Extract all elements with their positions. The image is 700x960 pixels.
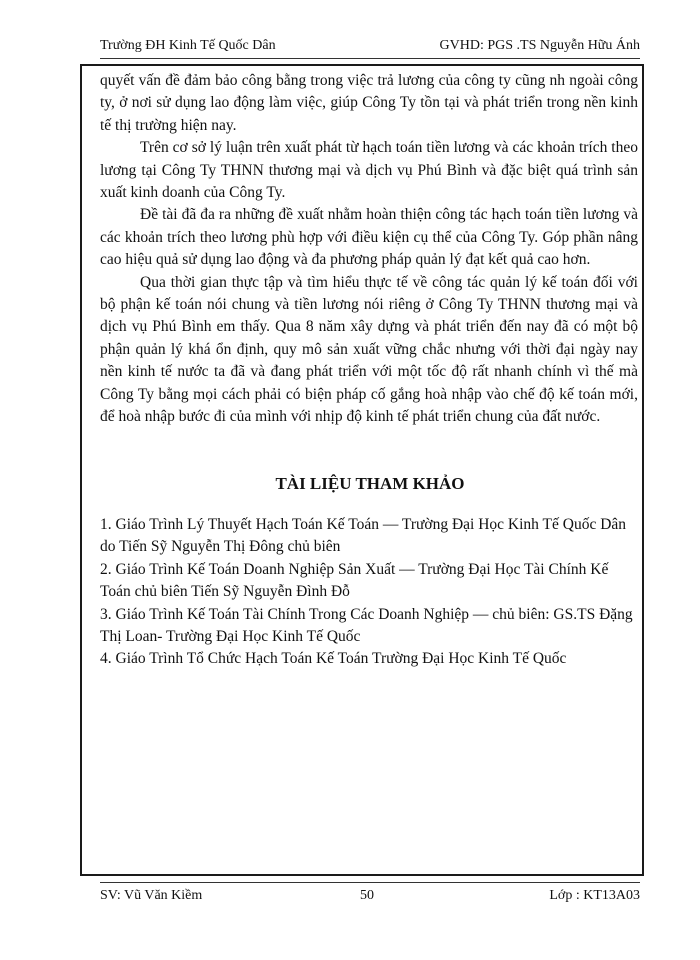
header-divider <box>100 58 640 59</box>
body-text <box>100 70 638 429</box>
footer-student: SV: Vũ Văn Kiềm <box>100 888 203 903</box>
header-school: Trường ĐH Kinh Tế Quốc Dân <box>100 38 276 53</box>
references-title: TÀI LIỆU THAM KHẢO <box>275 474 465 493</box>
reference-item: 1. Giáo Trình Lý Thuyết Hạch Toán Kế Toán — Trường Đại Học Kinh Tế Quốc Dân do Tiến Sỹ Nguyễn Thị Đông chủ biên <box>100 516 627 556</box>
reference-item: 4. Giáo Trình Tổ Chức Hạch Toán Kế Toán Trường Đại Học Kinh Tế Quốc <box>100 650 567 668</box>
footer-class: Lớp : KT13A03 <box>549 888 640 903</box>
body-paragraph: Trên cơ sở lý luận trên xuất phát từ hạch toán tiền lương và các khoản trích theo lương tại Công Ty THNN thương mại và dịch vụ Phú Bình và đặc biệt quá trình sản xuất kinh doanh của Công Ty. <box>100 139 638 202</box>
body-paragraph: Đề tài đã đa ra những đề xuất nhằm hoàn thiện công tác hạch toán tiền lương và các khoản trích theo lương phù hợp với điều kiện cụ thể của Công Ty. Góp phần nâng cao hiệu quả sử dụng lao động và đa phương pháp quản lý đạt kết quả cao hơn. <box>100 206 638 269</box>
reference-item: 3. Giáo Trình Kế Toán Tài Chính Trong Các Doanh Nghiệp — chủ biên: GS.TS Đặng Thị Loan- Trường Đại Học Kinh Tế Quốc <box>100 605 633 646</box>
body-paragraph: quyết vấn đề đảm bảo công bằng trong việc trả lương của công ty cũng nh ngoài công ty, ở nơi sử dụng lao động làm việc, giúp Công Ty tồn tại và phát triển trong nền kinh tế thị trường hiện nay. <box>100 72 638 134</box>
header-supervisor: GVHD: PGS .TS Nguyễn Hữu Ánh <box>439 38 640 53</box>
page-number: 50 <box>360 888 374 903</box>
footer-divider <box>100 882 640 883</box>
page-header <box>100 38 640 54</box>
body-paragraph: Qua thời gian thực tập và tìm hiểu thực tế về công tác quản lý kế toán đối với bộ phận kế toán nói chung và tiền lương nói riêng ở Công Ty THNN thương mại và dịch vụ Phú Bình em thấy. Qua 8 năm xây dựng và phát triển đến nay đã có một bộ phận quản lý khá ổn định, quy mô sản xuất vững chắc nhưng với thời đại ngày nay nền kinh tế nước ta đã và đang phát triển với một tốc độ rất nhanh chính vì thế mà Công Ty bằng mọi cách phải có biện pháp cố gắng hoà nhập vào chế độ kế toán mới, để hoà nhập bước đi của mình với nhịp độ kinh tế phát triển chung của đất nước. <box>100 273 638 426</box>
references-list <box>100 514 640 671</box>
reference-item: 2. Giáo Trình Kế Toán Doanh Nghiệp Sản Xuất — Trường Đại Học Tài Chính Kế Toán chủ biên Tiến Sỹ Nguyễn Đình Đỗ <box>100 560 609 601</box>
page-footer <box>100 888 640 908</box>
